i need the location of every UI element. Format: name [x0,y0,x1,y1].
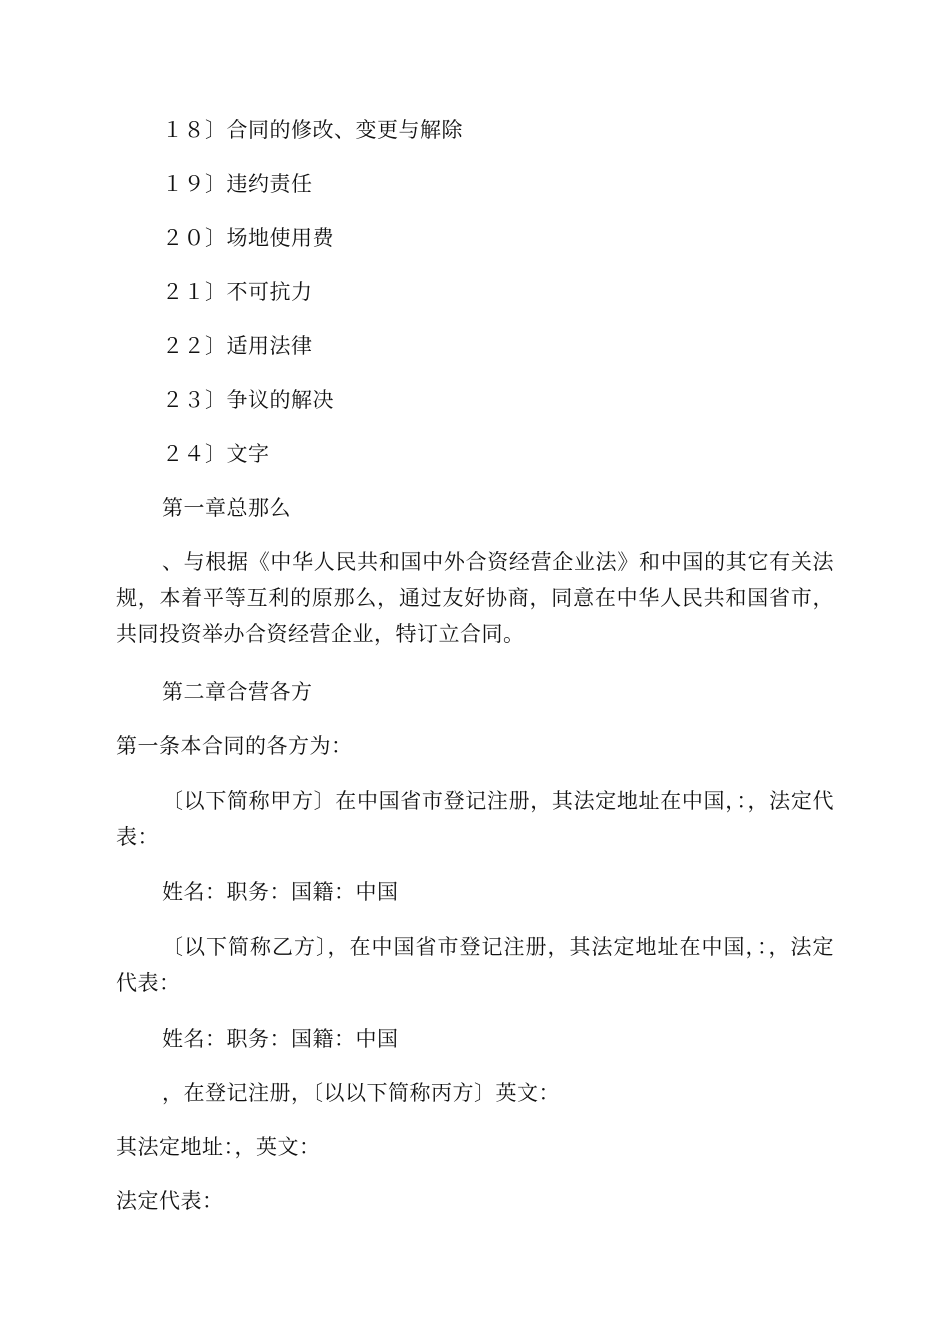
list-item: １９〕违约责任 [162,172,313,196]
list-item: ２２〕适用法律 [162,334,313,358]
list-item: ２３〕争议的解决 [162,388,334,412]
party-c-address: 其法定地址：，英文： [116,1135,321,1159]
party-a-representative: 姓名：职务：国籍：中国 [162,880,399,904]
chapter-1-title: 第一章总那么 [162,496,291,520]
party-c-paragraph: ，在登记注册，〔以以下简称丙方〕英文： [162,1081,560,1105]
list-item: ２４〕文字 [162,442,270,466]
list-item: ２０〕场地使用费 [162,226,334,250]
list-item: １８〕合同的修改、变更与解除 [162,118,463,142]
chapter-2-title: 第二章合营各方 [162,680,313,704]
article-1: 第一条本合同的各方为： [116,734,353,758]
chapter-1-body: 、与根据《中华人民共和国中外合资经营企业法》和中国的其它有关法规，本着平等互利的原那么，通过友好协商，同意在中华人民共和国省市，共同投资举办合资经营企业，特订立合同。 [116,550,834,646]
party-b-paragraph: 〔以下简称乙方〕，在中国省市登记注册，其法定地址在中国，：，法定代表： [116,935,834,995]
party-c-representative: 法定代表： [116,1189,224,1213]
party-b-representative: 姓名：职务：国籍：中国 [162,1027,399,1051]
list-item: ２１〕不可抗力 [162,280,313,304]
party-a-paragraph: 〔以下简称甲方〕在中国省市登记注册，其法定地址在中国，：，法定代表： [116,789,834,849]
